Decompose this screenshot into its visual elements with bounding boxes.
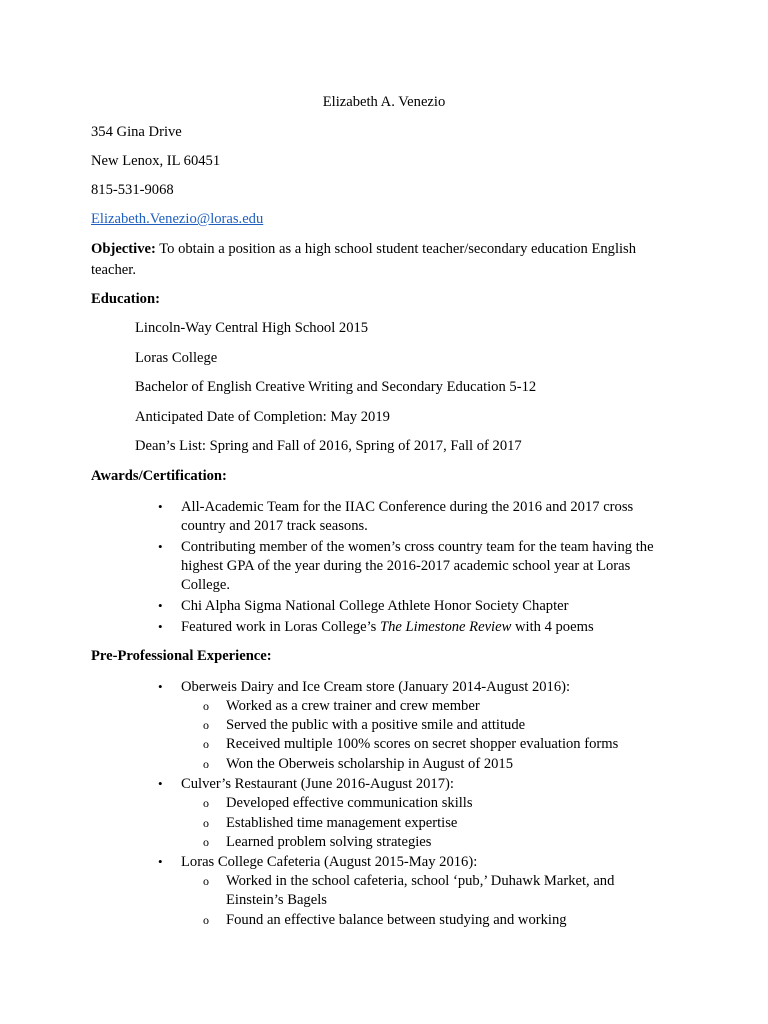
award-item-cont: highest GPA of the year during the 2016-2017 academic school year at Loras bbox=[181, 558, 631, 574]
awards-heading: Awards/Certification: bbox=[91, 468, 227, 484]
bullet-icon: • bbox=[158, 499, 163, 514]
job-duty: Found an effective balance between studying and working bbox=[226, 912, 567, 928]
education-item: Lincoln-Way Central High School 2015 bbox=[135, 320, 369, 336]
award-item: Contributing member of the women’s cross country team for the team having the bbox=[181, 539, 654, 555]
bullet-icon: • bbox=[158, 539, 163, 554]
education-item: Anticipated Date of Completion: May 2019 bbox=[135, 409, 390, 425]
sub-bullet-icon: o bbox=[203, 718, 209, 732]
bullet-icon: • bbox=[158, 854, 163, 869]
email-link[interactable]: Elizabeth.Venezio@loras.edu bbox=[91, 211, 264, 227]
education-item: Bachelor of English Creative Writing and Secondary Education 5-12 bbox=[135, 379, 537, 395]
job-title: Oberweis Dairy and Ice Cream store (January 2014-August 2016): bbox=[181, 679, 571, 695]
job-title: Culver’s Restaurant (June 2016-August 2017): bbox=[181, 776, 454, 792]
award-item: All-Academic Team for the IIAC Conference during the 2016 and 2017 cross bbox=[181, 499, 634, 515]
publication-title: The Limestone Review bbox=[380, 619, 512, 635]
objective-text: To obtain a position as a high school student teacher/secondary education English bbox=[155, 241, 637, 257]
address-line-2: New Lenox, IL 60451 bbox=[91, 153, 221, 169]
job-duty: Served the public with a positive smile and attitude bbox=[226, 717, 526, 733]
sub-bullet-icon: o bbox=[203, 874, 209, 888]
job-duty: Worked in the school cafeteria, school ‘pub,’ Duhawk Market, and bbox=[226, 873, 615, 889]
applicant-name: Elizabeth A. Venezio bbox=[322, 94, 446, 110]
award-item-cont: College. bbox=[181, 577, 231, 593]
sub-bullet-icon: o bbox=[203, 757, 209, 771]
bullet-icon: • bbox=[158, 619, 163, 634]
award-item: Chi Alpha Sigma National College Athlete Honor Society Chapter bbox=[181, 598, 569, 614]
objective-line-1 bbox=[91, 240, 636, 258]
bullet-icon: • bbox=[158, 776, 163, 791]
phone-number: 815-531-9068 bbox=[91, 182, 174, 198]
job-duty: Received multiple 100% scores on secret shopper evaluation forms bbox=[226, 736, 619, 752]
job-duty: Developed effective communication skills bbox=[226, 795, 473, 811]
education-item: Loras College bbox=[135, 350, 218, 366]
bullet-icon: • bbox=[158, 679, 163, 694]
sub-bullet-icon: o bbox=[203, 835, 209, 849]
award-item: Featured work in Loras College’s The Limestone Review with 4 poems bbox=[181, 619, 594, 635]
job-duty: Learned problem solving strategies bbox=[226, 834, 432, 850]
sub-bullet-icon: o bbox=[203, 737, 209, 751]
job-duty: Won the Oberweis scholarship in August of 2015 bbox=[226, 756, 514, 772]
award-item-cont: country and 2017 track seasons. bbox=[181, 518, 368, 534]
objective-label: Objective: bbox=[91, 241, 156, 257]
address-line-1: 354 Gina Drive bbox=[91, 124, 182, 140]
bullet-icon: • bbox=[158, 598, 163, 613]
experience-heading: Pre-Professional Experience: bbox=[91, 648, 272, 664]
sub-bullet-icon: o bbox=[203, 699, 209, 713]
sub-bullet-icon: o bbox=[203, 816, 209, 830]
education-heading: Education: bbox=[91, 291, 160, 307]
job-duty: Established time management expertise bbox=[226, 815, 458, 831]
job-duty: Worked as a crew trainer and crew member bbox=[226, 698, 480, 714]
sub-bullet-icon: o bbox=[203, 913, 209, 927]
job-title: Loras College Cafeteria (August 2015-May 2016): bbox=[181, 854, 478, 870]
education-item: Dean’s List: Spring and Fall of 2016, Spring of 2017, Fall of 2017 bbox=[135, 438, 522, 454]
objective-line-2: teacher. bbox=[91, 262, 136, 278]
job-duty-cont: Einstein’s Bagels bbox=[226, 892, 327, 908]
sub-bullet-icon: o bbox=[203, 796, 209, 810]
